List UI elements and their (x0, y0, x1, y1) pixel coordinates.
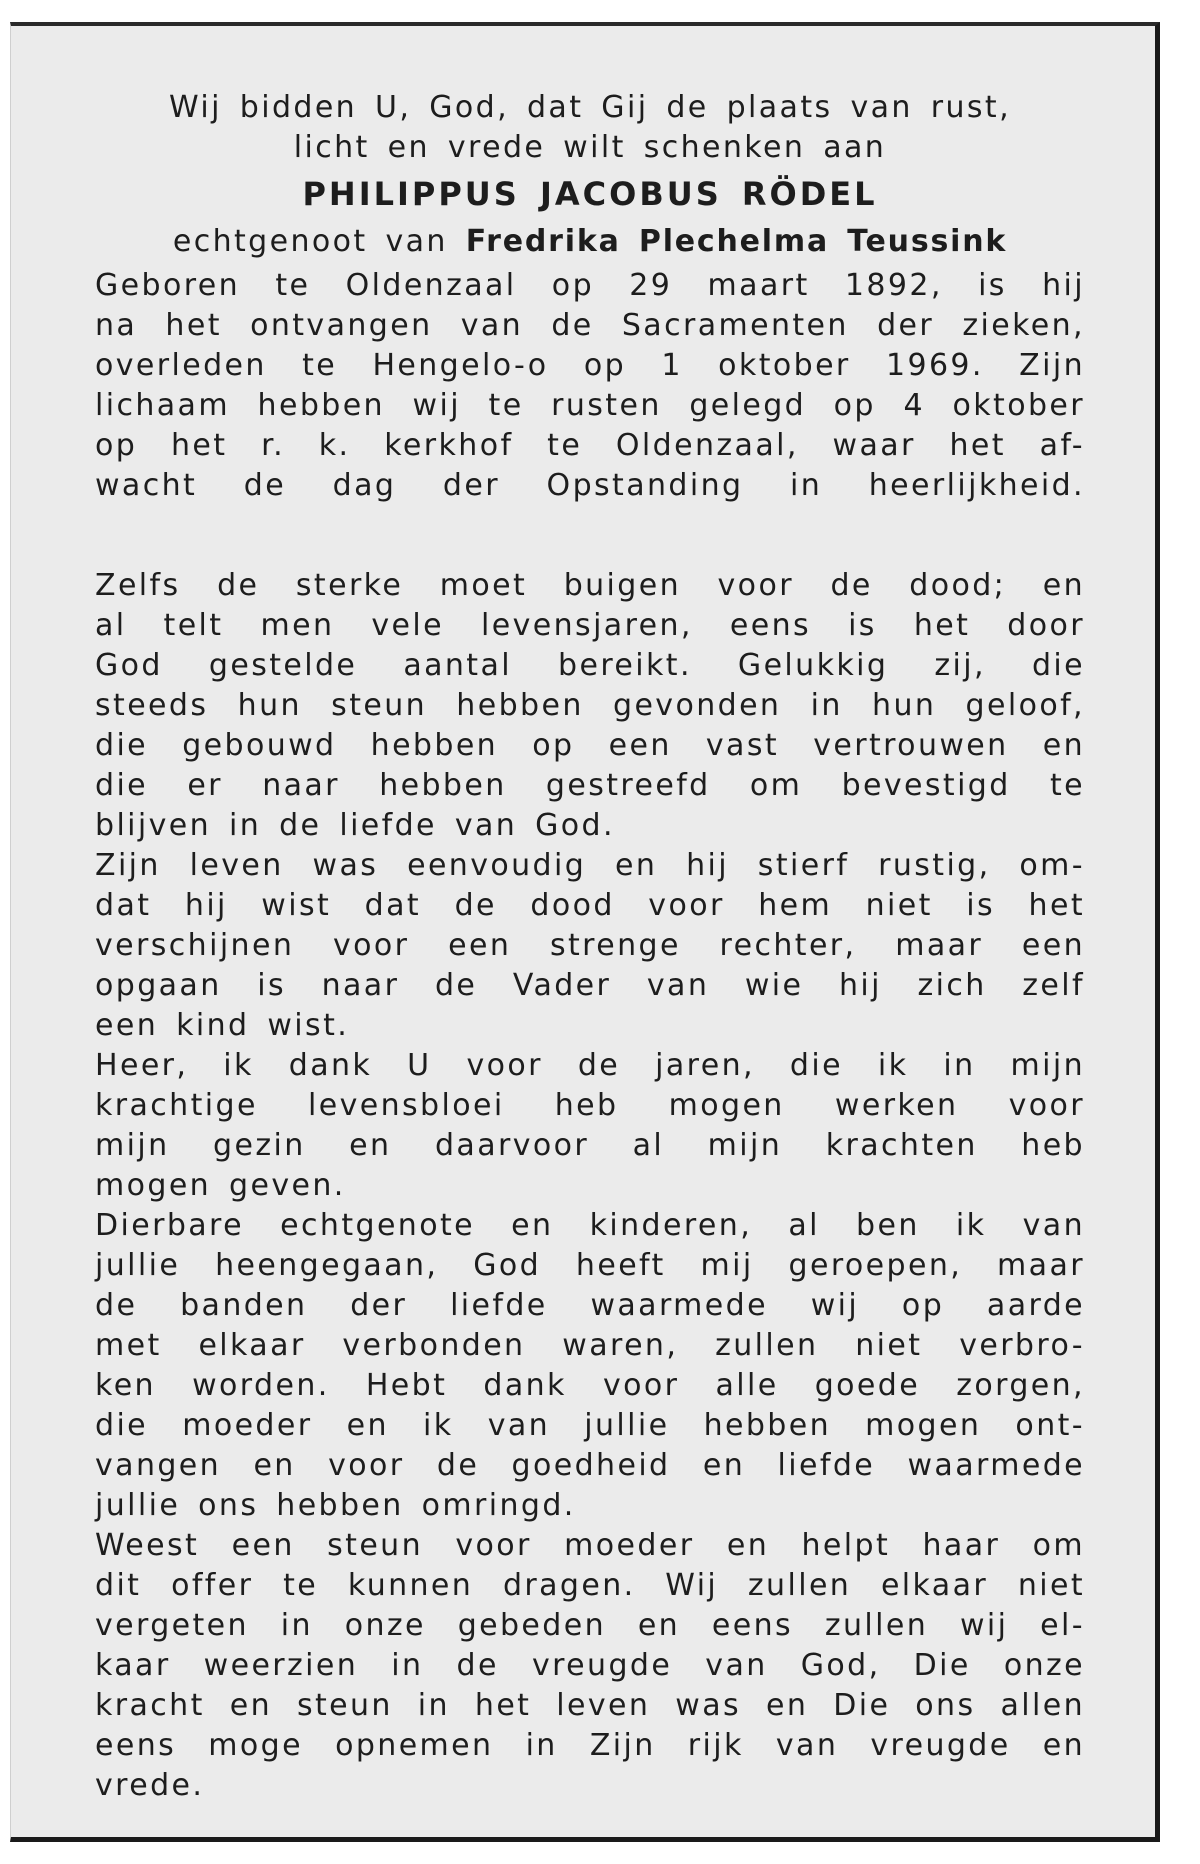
spouse-line (95, 218, 1085, 266)
reflection-line: die er naar hebben gestreefd om bevestigd te (95, 768, 1085, 803)
reflection-line: krachtige levensbloei heb mogen werken voor (95, 1088, 1085, 1123)
reflection-line: een kind wist. (95, 1008, 350, 1043)
reflection-line: vangen en voor de goedheid en liefde waarmede (95, 1448, 1085, 1483)
reflection-line: die moeder en ik van jullie hebben mogen ont- (95, 1408, 1085, 1443)
reflection-line: mogen geven. (95, 1168, 346, 1203)
reflection-line: Zijn leven was eenvoudig en hij stierf rustig, om- (95, 848, 1085, 883)
reflection-line: opgaan is naar de Vader van wie hij zich zelf (95, 968, 1085, 1003)
reflection-line: God gestelde aantal bereikt. Gelukkig zij, die (95, 648, 1085, 683)
memorial-card (10, 22, 1160, 1842)
reflection-line: blijven in de liefde van God. (95, 808, 615, 843)
section-gap (95, 506, 1085, 566)
reflection-line: Weest een steun voor moeder en helpt haar om (95, 1528, 1085, 1563)
biography-line: wacht de dag der Opstanding in heerlijkheid. (95, 468, 1085, 503)
reflection-line: Heer, ik dank U voor de jaren, die ik in mijn (95, 1048, 1085, 1083)
reflection-line: steeds hun steun hebben gevonden in hun geloof, (95, 688, 1085, 723)
card-text (95, 88, 1085, 1806)
biography-line: overleden te Hengelo-o op 1 oktober 1969. Zijn (95, 348, 1085, 383)
reflection-line: vrede. (95, 1768, 205, 1803)
reflection-line: eens moge opnemen in Zijn rijk van vreugde en (95, 1728, 1085, 1763)
reflection-line: dat hij wist dat de dood voor hem niet is het (95, 888, 1085, 923)
spouse-prefix: echtgenoot van (172, 224, 448, 259)
reflection-line: kaar weerzien in de vreugde van God, Die onze (95, 1648, 1085, 1683)
reflection-line: die gebouwd hebben op een vast vertrouwen en (95, 728, 1085, 763)
biography-line: Geboren te Oldenzaal op 29 maart 1892, is hij (95, 268, 1085, 303)
reflection-line: met elkaar verbonden waren, zullen niet verbro- (95, 1328, 1085, 1363)
spouse-name: Fredrika Plechelma Teussink (465, 224, 1008, 259)
reflection-line: vergeten in onze gebeden en eens zullen wij el- (95, 1608, 1085, 1643)
biography-line: lichaam hebben wij te rusten gelegd op 4 oktober (95, 388, 1085, 423)
reflection-line: dit offer te kunnen dragen. Wij zullen elkaar niet (95, 1568, 1085, 1603)
reflection (95, 566, 1085, 1806)
reflection-line: mijn gezin en daarvoor al mijn krachten heb (95, 1128, 1085, 1163)
biography-line: op het r. k. kerkhof te Oldenzaal, waar het af- (95, 428, 1085, 463)
prayer-line-1: Wij bidden U, God, dat Gij de plaats van rust, (168, 90, 1012, 125)
reflection-line: Zelfs de sterke moet buigen voor de dood; en (95, 568, 1085, 603)
reflection-line: Dierbare echtgenote en kinderen, al ben ik van (95, 1208, 1085, 1243)
reflection-line: kracht en steun in het leven was en Die ons allen (95, 1688, 1085, 1723)
reflection-line: verschijnen voor een strenge rechter, maar een (95, 928, 1085, 963)
reflection-line: de banden der liefde waarmede wij op aarde (95, 1288, 1085, 1323)
reflection-line: jullie heengegaan, God heeft mij geroepen, maar (95, 1248, 1085, 1283)
reflection-line: al telt men vele levensjaren, eens is het door (95, 608, 1085, 643)
biography-line: na het ontvangen van de Sacramenten der zieken, (95, 308, 1085, 343)
reflection-line: ken worden. Hebt dank voor alle goede zorgen, (95, 1368, 1085, 1403)
prayer-line-2: licht en vrede wilt schenken aan (293, 130, 887, 165)
biography (95, 266, 1085, 506)
deceased-name: PHILIPPUS JACOBUS RÖDEL (302, 175, 878, 213)
reflection-line: jullie ons hebben omringd. (95, 1488, 576, 1523)
